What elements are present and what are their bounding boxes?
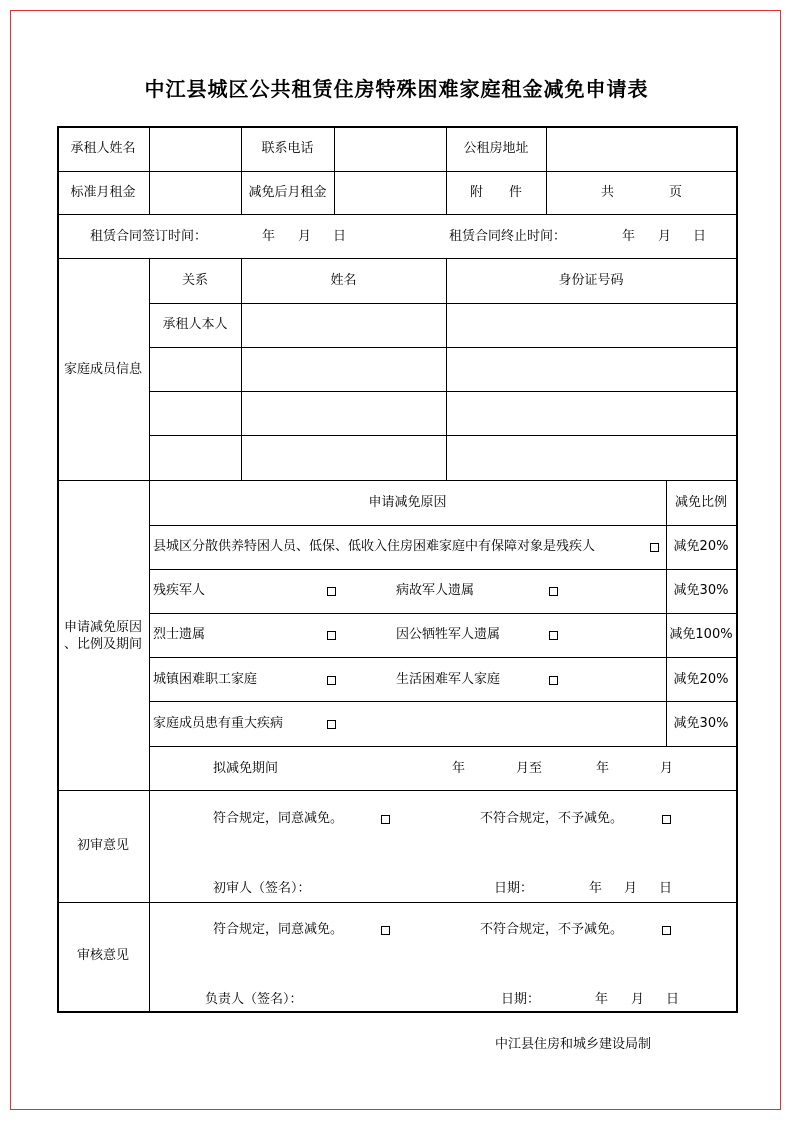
initial-review-label: 初审意见 bbox=[76, 838, 129, 853]
review-date-label: 日期： bbox=[501, 992, 541, 1007]
initial-disagree-label: 不符合规定，不予减免。 bbox=[480, 811, 624, 826]
reason-deceased-soldier-family-checkbox[interactable] bbox=[549, 587, 558, 596]
reason-duty-death-family-checkbox[interactable] bbox=[549, 631, 558, 640]
reason-martyr-family-label: 烈士遗属 bbox=[153, 627, 206, 642]
initial-disagree-checkbox[interactable] bbox=[662, 815, 671, 824]
end-year-label: 年 bbox=[622, 229, 636, 244]
review-disagree-checkbox[interactable] bbox=[662, 926, 671, 935]
ratio-100-label: 减免100% bbox=[669, 627, 733, 642]
ratio-30-label: 减免30% bbox=[673, 583, 729, 598]
contract-end-time-label: 租赁合同终止时间： bbox=[449, 229, 567, 244]
reason-duty-death-family-label: 因公牺牲军人遗属 bbox=[396, 627, 501, 642]
review-agree-checkbox[interactable] bbox=[381, 926, 390, 935]
reason-section-label-line2: 、比例及期间 bbox=[63, 637, 142, 652]
reason-poor-soldier-family-checkbox[interactable] bbox=[549, 676, 558, 685]
initial-date-label: 日期： bbox=[494, 881, 534, 896]
reason-section-label-line1: 申请减免原因 bbox=[63, 620, 142, 635]
initial-day-label: 日 bbox=[659, 881, 673, 896]
reason-poor-worker-family-label: 城镇困难职工家庭 bbox=[153, 672, 258, 687]
sign-year-label: 年 bbox=[262, 229, 276, 244]
reason-disabled-subsidy-checkbox[interactable] bbox=[650, 543, 659, 552]
period-start-month-label: 月至 bbox=[516, 761, 543, 776]
name-column-header: 姓名 bbox=[330, 273, 357, 288]
contract-sign-time-label: 租赁合同签订时间： bbox=[90, 229, 208, 244]
ratio-column-header: 减免比例 bbox=[674, 495, 727, 510]
reason-poor-soldier-family-label: 生活困难军人家庭 bbox=[396, 672, 501, 687]
sign-day-label: 日 bbox=[333, 229, 347, 244]
period-start-year-label: 年 bbox=[452, 761, 466, 776]
end-month-label: 月 bbox=[658, 229, 672, 244]
id-number-column-header: 身份证号码 bbox=[558, 273, 624, 288]
initial-month-label: 月 bbox=[624, 881, 638, 896]
form-title: 中江县城区公共租赁住房特殊困难家庭租金减免申请表 bbox=[144, 77, 649, 101]
final-review-label: 审核意见 bbox=[76, 948, 129, 963]
reason-disabled-soldier-label: 残疾军人 bbox=[153, 583, 206, 598]
relation-column-header: 关系 bbox=[181, 273, 208, 288]
reason-serious-illness-checkbox[interactable] bbox=[327, 720, 336, 729]
reason-deceased-soldier-family-label: 病故军人遗属 bbox=[396, 583, 475, 598]
reason-martyr-family-checkbox[interactable] bbox=[327, 631, 336, 640]
ratio-20-label: 减免20% bbox=[673, 539, 729, 554]
tenant-name-label: 承租人姓名 bbox=[70, 141, 136, 156]
initial-year-label: 年 bbox=[589, 881, 603, 896]
standard-rent-label: 标准月租金 bbox=[70, 185, 136, 200]
review-disagree-label: 不符合规定，不予减免。 bbox=[480, 922, 624, 937]
address-label: 公租房地址 bbox=[463, 141, 529, 156]
tenant-self-row-label: 承租人本人 bbox=[162, 317, 228, 332]
reduced-rent-label: 减免后月租金 bbox=[248, 185, 327, 200]
review-month-label: 月 bbox=[631, 992, 645, 1007]
reason-poor-worker-family-checkbox[interactable] bbox=[327, 676, 336, 685]
ratio-20-label-2: 减免20% bbox=[673, 672, 729, 687]
phone-label: 联系电话 bbox=[261, 141, 314, 156]
period-end-year-label: 年 bbox=[596, 761, 610, 776]
attachment-total-label: 共 bbox=[601, 185, 615, 200]
reason-serious-illness-label: 家庭成员患有重大疾病 bbox=[153, 716, 284, 731]
attachment-pages-label: 页 bbox=[669, 185, 683, 200]
initial-agree-checkbox[interactable] bbox=[381, 815, 390, 824]
initial-agree-label: 符合规定，同意减免。 bbox=[213, 811, 344, 826]
initial-reviewer-signature-label: 初审人（签名）： bbox=[213, 881, 311, 896]
end-day-label: 日 bbox=[693, 229, 707, 244]
review-agree-label: 符合规定，同意减免。 bbox=[213, 922, 344, 937]
ratio-30-label-2: 减免30% bbox=[673, 716, 729, 731]
reason-disabled-soldier-checkbox[interactable] bbox=[327, 587, 336, 596]
reason-column-header: 申请减免原因 bbox=[368, 495, 447, 510]
responsible-person-signature-label: 负责人（签名）： bbox=[205, 992, 303, 1007]
reduction-period-label: 拟减免期间 bbox=[213, 761, 279, 776]
review-year-label: 年 bbox=[595, 992, 609, 1007]
attachment-label: 附 件 bbox=[469, 185, 522, 200]
period-end-month-label: 月 bbox=[660, 761, 674, 776]
sign-month-label: 月 bbox=[298, 229, 312, 244]
family-info-section-label: 家庭成员信息 bbox=[63, 362, 142, 377]
issuer-footer: 中江县住房和城乡建设局制 bbox=[495, 1037, 652, 1052]
reason-disabled-subsidy-label: 县城区分散供养特困人员、低保、低收入住房困难家庭中有保障对象是残疾人 bbox=[153, 539, 596, 554]
review-day-label: 日 bbox=[666, 992, 680, 1007]
